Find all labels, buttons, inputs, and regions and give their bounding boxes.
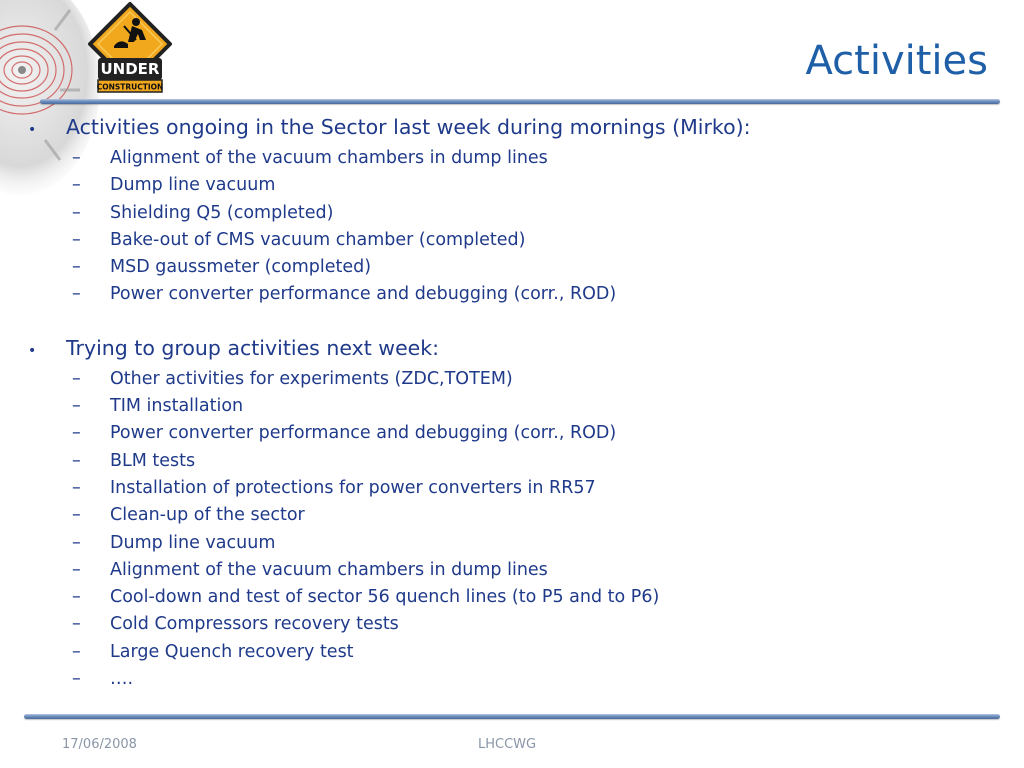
dash-icon: – [72, 587, 81, 608]
dash-icon: – [72, 477, 81, 498]
sub-item [72, 200, 984, 227]
dash-icon: – [72, 450, 81, 471]
sub-item-text: Large Quench recovery test [110, 641, 354, 662]
sub-item-text: Dump line vacuum [110, 532, 276, 553]
dash-icon: – [72, 229, 81, 250]
sub-item [72, 281, 984, 308]
sub-item [72, 611, 984, 638]
logo-text-under: UNDER [100, 60, 160, 78]
sub-item [72, 393, 984, 420]
title-divider [40, 99, 1000, 104]
footer-event: LHCCWG [478, 737, 537, 752]
sub-item [72, 420, 984, 447]
sub-item [72, 172, 984, 199]
sub-item-text: BLM tests [110, 450, 196, 471]
dash-icon: – [72, 641, 81, 662]
sub-item-text: Dump line vacuum [110, 175, 276, 196]
bullet-heading: Activities ongoing in the Sector last week during mornings (Mirko): [66, 115, 751, 139]
dash-icon: – [72, 257, 81, 278]
dash-icon: – [72, 669, 81, 690]
dash-icon: – [72, 559, 81, 580]
dash-icon: – [72, 614, 81, 635]
slide-content [28, 112, 984, 693]
sub-item-text: MSD gaussmeter (completed) [110, 257, 372, 278]
sub-item-text: …. [110, 669, 134, 690]
dash-icon: – [72, 532, 81, 553]
sub-item-text: Bake-out of CMS vacuum chamber (completed) [110, 229, 526, 250]
bullet-item [28, 333, 984, 366]
bullet-icon: • [28, 122, 37, 138]
sub-item [72, 584, 984, 611]
sub-item-text: Power converter performance and debugging (corr., ROD) [110, 284, 617, 305]
bullet-section [28, 112, 984, 309]
sub-item-text: Clean-up of the sector [110, 505, 305, 526]
sub-item [72, 448, 984, 475]
dash-icon: – [72, 284, 81, 305]
footer-date: 17/06/2008 [62, 737, 137, 752]
sub-item-text: Alignment of the vacuum chambers in dump lines [110, 148, 548, 168]
dash-icon: – [72, 505, 81, 526]
sub-item-text: Installation of protections for power converters in RR57 [110, 477, 596, 498]
bullet-icon: • [28, 342, 37, 359]
bullet-item [28, 112, 984, 145]
sub-item [72, 475, 984, 502]
dash-icon: – [72, 423, 81, 444]
sub-item-text: TIM installation [110, 396, 244, 417]
sub-item [72, 366, 984, 393]
sub-item-text: Cool-down and test of sector 56 quench lines (to P5 and to P6) [110, 587, 660, 608]
sub-list [28, 366, 984, 694]
bullet-heading: Trying to group activities next week: [66, 335, 440, 360]
sub-item [72, 530, 984, 557]
dash-icon: – [72, 396, 81, 417]
dash-icon: – [72, 202, 81, 223]
sub-item [72, 254, 984, 281]
dash-icon: – [72, 148, 81, 168]
under-construction-logo [84, 0, 176, 100]
sub-item-text: Alignment of the vacuum chambers in dump lines [110, 559, 548, 580]
sub-item [72, 639, 984, 666]
sub-list [28, 145, 984, 309]
sub-item [72, 145, 984, 172]
logo-text-construction: CONSTRUCTION [96, 82, 164, 92]
sub-item-text: Other activities for experiments (ZDC,TOTEM) [110, 368, 513, 389]
dash-icon: – [72, 368, 81, 389]
sub-item-text: Power converter performance and debugging (corr., ROD) [110, 423, 617, 444]
slide-title: Activities [805, 38, 988, 84]
sub-item-text: Shielding Q5 (completed) [110, 202, 334, 223]
sub-item [72, 666, 984, 693]
sub-item [72, 557, 984, 584]
sub-item-text: Cold Compressors recovery tests [110, 614, 399, 635]
bullet-section [28, 333, 984, 694]
sub-item [72, 502, 984, 529]
footer-divider [24, 714, 1000, 719]
dash-icon: – [72, 175, 81, 196]
sub-item [72, 227, 984, 254]
